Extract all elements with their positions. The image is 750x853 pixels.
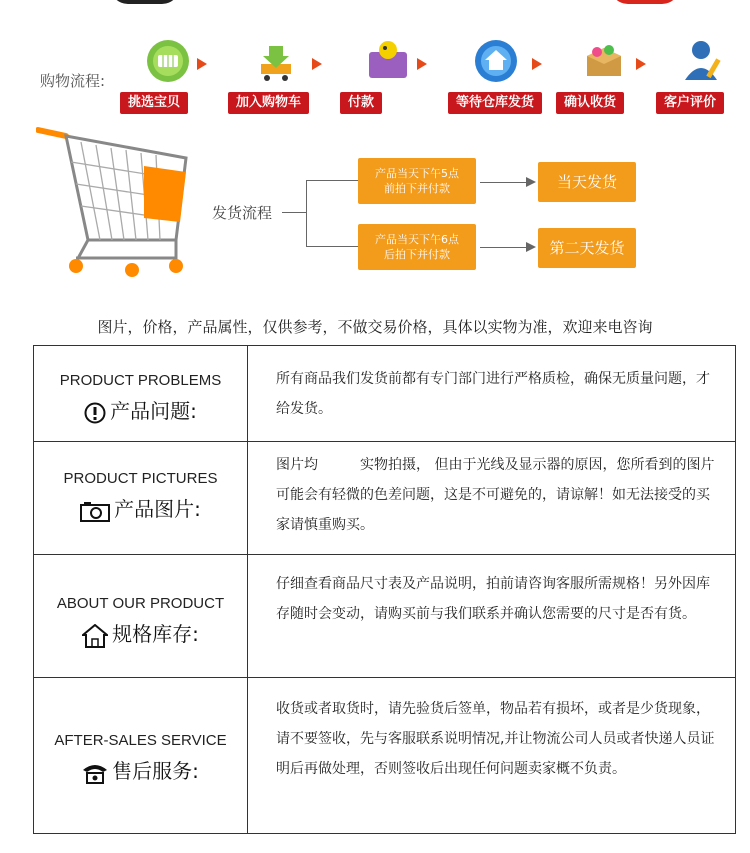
disclaimer-note: 图片，价格，产品属性，仅供参考，不做交易价格，具体以实物为准，欢迎来电咨询 bbox=[97, 318, 653, 336]
flow-step-pay bbox=[340, 38, 440, 113]
row-heading bbox=[34, 555, 248, 677]
flow-step-label: 等待仓库发货 bbox=[448, 92, 542, 114]
row-heading bbox=[34, 678, 248, 833]
ship-same-day: 当天发货 bbox=[538, 162, 636, 202]
connector-line bbox=[306, 180, 307, 246]
flow-step-label: 确认收货 bbox=[556, 92, 624, 114]
flow-step-select bbox=[120, 38, 220, 113]
flow-step-wait-ship bbox=[448, 38, 548, 113]
ship-next-day: 第二天发货 bbox=[538, 228, 636, 268]
table-row bbox=[34, 555, 735, 678]
heading-zh bbox=[34, 755, 247, 784]
warehouse-icon bbox=[473, 38, 519, 84]
row-text: 仔细查看商品尺寸表及产品说明，拍前请咨询客服所需规格！另外因库存随时会变动，请购买前与我们联系并确认您需要的尺寸是否有货。 bbox=[276, 576, 710, 622]
connector-line bbox=[306, 180, 358, 181]
connector-line bbox=[282, 212, 306, 213]
condition-text: 产品当天下午6点后拍下并付款 bbox=[375, 233, 459, 261]
heading-zh-text: 产品图片: bbox=[114, 497, 201, 521]
flow-step-confirm bbox=[556, 38, 656, 113]
connector-line bbox=[480, 182, 528, 183]
connector-line bbox=[306, 246, 358, 247]
package-icon bbox=[581, 38, 627, 84]
heading-zh bbox=[34, 395, 247, 424]
row-text: 图片均 实物拍摄， 但由于光线及显示器的原因，您所看到的图片可能会有轻微的色差问题，这是不可避免的，请谅解！如无法接受的买家请慎重购买。 bbox=[276, 457, 715, 533]
table-row bbox=[34, 678, 735, 833]
info-table bbox=[33, 345, 736, 834]
heading-zh bbox=[34, 493, 247, 522]
cart-download-icon bbox=[253, 38, 299, 84]
table-row bbox=[34, 442, 735, 555]
heading-en: PRODUCT PROBLEMS bbox=[59, 372, 222, 389]
decor-arc-left bbox=[110, 0, 180, 4]
heading-en: PRODUCT PICTURES bbox=[63, 470, 218, 487]
house-icon bbox=[82, 624, 108, 648]
basket-icon bbox=[145, 38, 191, 84]
flow-arrow bbox=[532, 58, 542, 70]
flow-arrow bbox=[636, 58, 646, 70]
payment-icon bbox=[365, 38, 411, 84]
camera-icon bbox=[80, 500, 110, 522]
shipping-flow-label: 发货流程 bbox=[212, 204, 273, 222]
condition-text: 产品当天下午5点前拍下并付款 bbox=[375, 167, 459, 195]
row-text: 所有商品我们发货前都有专门部门进行严格质检，确保无质量问题，才给发货。 bbox=[276, 371, 710, 417]
flow-arrow bbox=[526, 242, 536, 252]
user-review-icon bbox=[681, 38, 727, 84]
flow-step-label: 付款 bbox=[340, 92, 382, 114]
heading-zh-text: 规格库存: bbox=[112, 622, 199, 646]
row-heading bbox=[34, 442, 248, 554]
row-heading bbox=[34, 346, 248, 441]
heading-zh bbox=[34, 618, 247, 648]
telephone-icon bbox=[82, 762, 108, 784]
shopping-flow-label: 购物流程: bbox=[40, 72, 106, 90]
heading-zh-text: 售后服务: bbox=[112, 759, 199, 783]
row-text: 收货或者取货时，请先验货后签单，物品若有损坏，或者是少货现象，请不要签收，先与客服联系说明情况,并让物流公司人员或者快递人员证明后再做处理，否则签收后出现任何问题卖家概不负责。 bbox=[276, 701, 715, 777]
table-row bbox=[34, 346, 735, 442]
heading-en: AFTER-SALES SERVICE bbox=[54, 732, 227, 749]
heading-en: ABOUT OUR PRODUCT bbox=[56, 595, 225, 612]
flow-step-review bbox=[656, 38, 750, 113]
shipping-condition-after-6pm bbox=[358, 224, 476, 270]
connector-line bbox=[480, 247, 528, 248]
flow-step-label: 挑选宝贝 bbox=[120, 92, 188, 114]
flow-arrow bbox=[526, 177, 536, 187]
flow-arrow bbox=[417, 58, 427, 70]
decor-arc-right bbox=[610, 0, 680, 4]
exclamation-icon bbox=[84, 402, 106, 424]
flow-arrow bbox=[197, 58, 207, 70]
flow-arrow bbox=[312, 58, 322, 70]
flow-step-label: 加入购物车 bbox=[228, 92, 309, 114]
heading-zh-text: 产品问题: bbox=[110, 399, 197, 423]
flow-step-label: 客户评价 bbox=[656, 92, 724, 114]
shipping-condition-before-5pm bbox=[358, 158, 476, 204]
flow-step-add-cart bbox=[228, 38, 328, 113]
shopping-cart-image bbox=[36, 122, 196, 280]
